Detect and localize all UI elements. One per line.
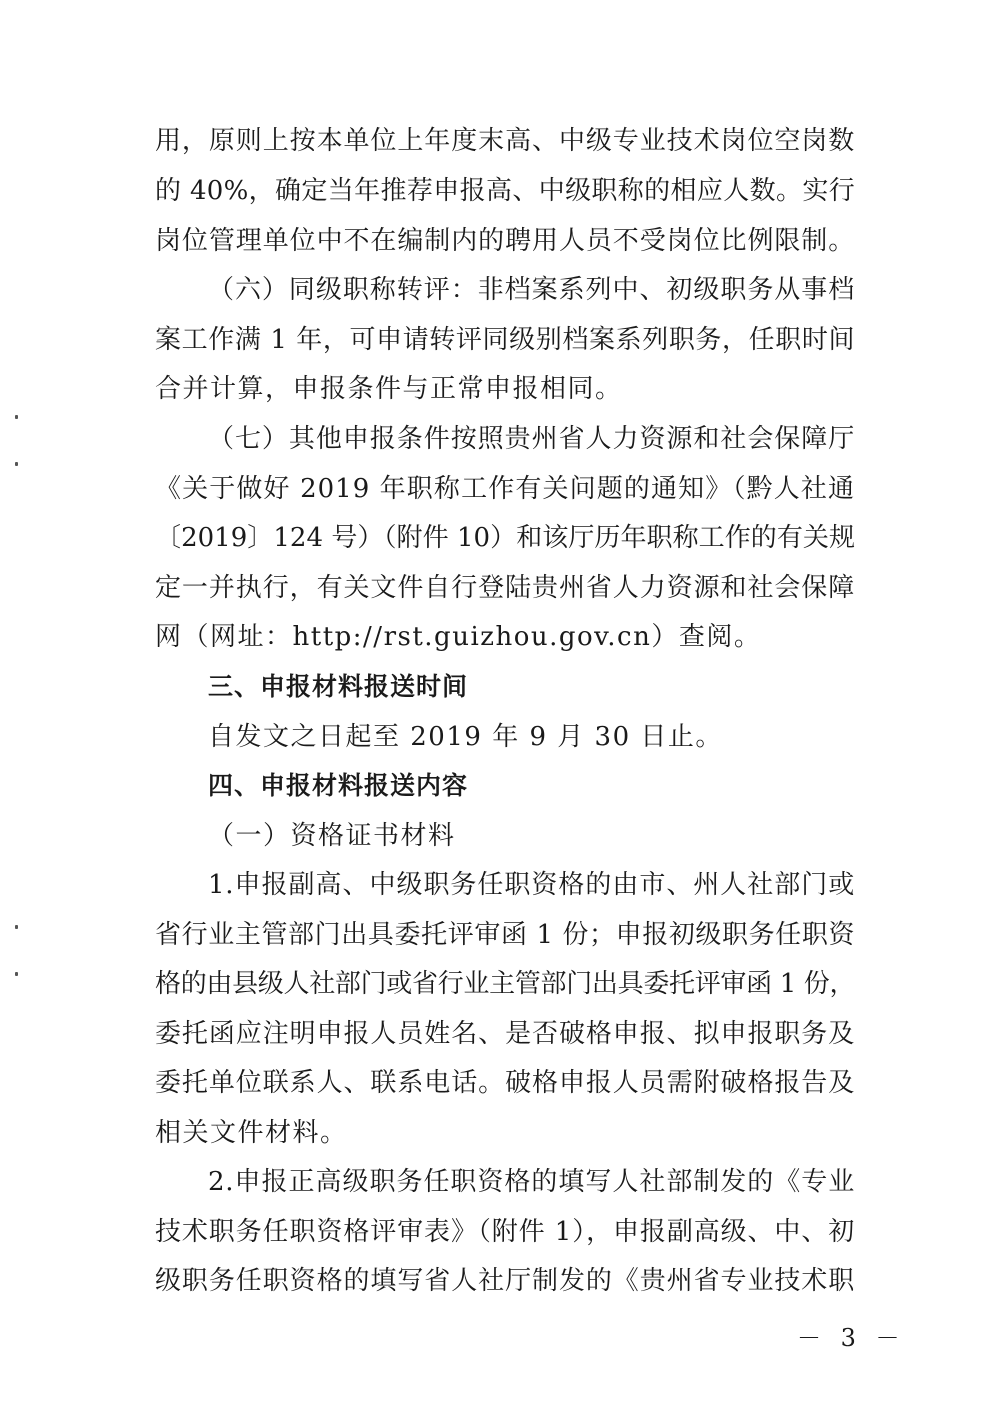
body-text-line: 网（网址：http://rst.guizhou.gov.cn）查阅。	[155, 622, 762, 652]
body-text-line: 〔2019〕124 号）（附件 10）和该厅历年职称工作的有关规	[155, 523, 855, 553]
body-text-line: 合并计算，申报条件与正常申报相同。	[155, 374, 623, 404]
body-text-line: 案工作满 1 年，可申请转评同级别档案系列职务，任职时间	[155, 325, 855, 355]
body-text-line: 格的由县级人社部门或省行业主管部门出具委托评审函 1 份，	[155, 969, 855, 999]
body-text-line: 的 40%，确定当年推荐申报高、中级职称的相应人数。实行	[155, 176, 855, 206]
body-text-line: 级职务任职资格的填写省人社厅制发的《贵州省专业技术职	[155, 1266, 855, 1296]
body-text-line: 技术职务任职资格评审表》（附件 1），申报副高级、中、初	[155, 1217, 855, 1247]
section-heading: 四、申报材料报送内容	[208, 771, 469, 800]
body-text-line: 《关于做好 2019 年职称工作有关问题的通知》（黔人社通	[155, 474, 855, 504]
page-number: － 3 －	[797, 1324, 906, 1352]
paragraph-start-line: 2.申报正高级职务任职资格的填写人社部制发的《专业	[208, 1167, 855, 1197]
body-text-line: 相关文件材料。	[155, 1118, 348, 1148]
scan-speck	[15, 415, 18, 419]
section-heading: 三、申报材料报送时间	[208, 672, 469, 701]
paragraph-start-line: 1.申报副高、中级职务任职资格的由市、州人社部门或	[208, 870, 855, 900]
body-text-line: 定一并执行，有关文件自行登陆贵州省人力资源和社会保障	[155, 573, 855, 603]
body-text-line: 委托函应注明申报人员姓名、是否破格申报、拟申报职务及	[155, 1019, 855, 1049]
body-text-line: 省行业主管部门出具委托评审函 1 份；申报初级职务任职资	[155, 920, 855, 950]
body-text-line: 自发文之日起至 2019 年 9 月 30 日止。	[208, 722, 723, 752]
scan-speck	[15, 925, 18, 929]
scan-speck	[15, 462, 18, 466]
paragraph-start-line: （六）同级职称转评：非档案系列中、初级职务从事档	[208, 275, 855, 305]
scan-speck	[15, 972, 18, 976]
body-text-line: 岗位管理单位中不在编制内的聘用人员不受岗位比例限制。	[155, 226, 855, 256]
paragraph-start-line: （七）其他申报条件按照贵州省人力资源和社会保障厅	[208, 424, 855, 454]
subsection-heading: （一）资格证书材料	[208, 821, 456, 851]
body-text-line: 委托单位联系人、联系电话。破格申报人员需附破格报告及	[155, 1068, 855, 1098]
body-text-line: 用，原则上按本单位上年度末高、中级专业技术岗位空岗数	[155, 126, 855, 156]
